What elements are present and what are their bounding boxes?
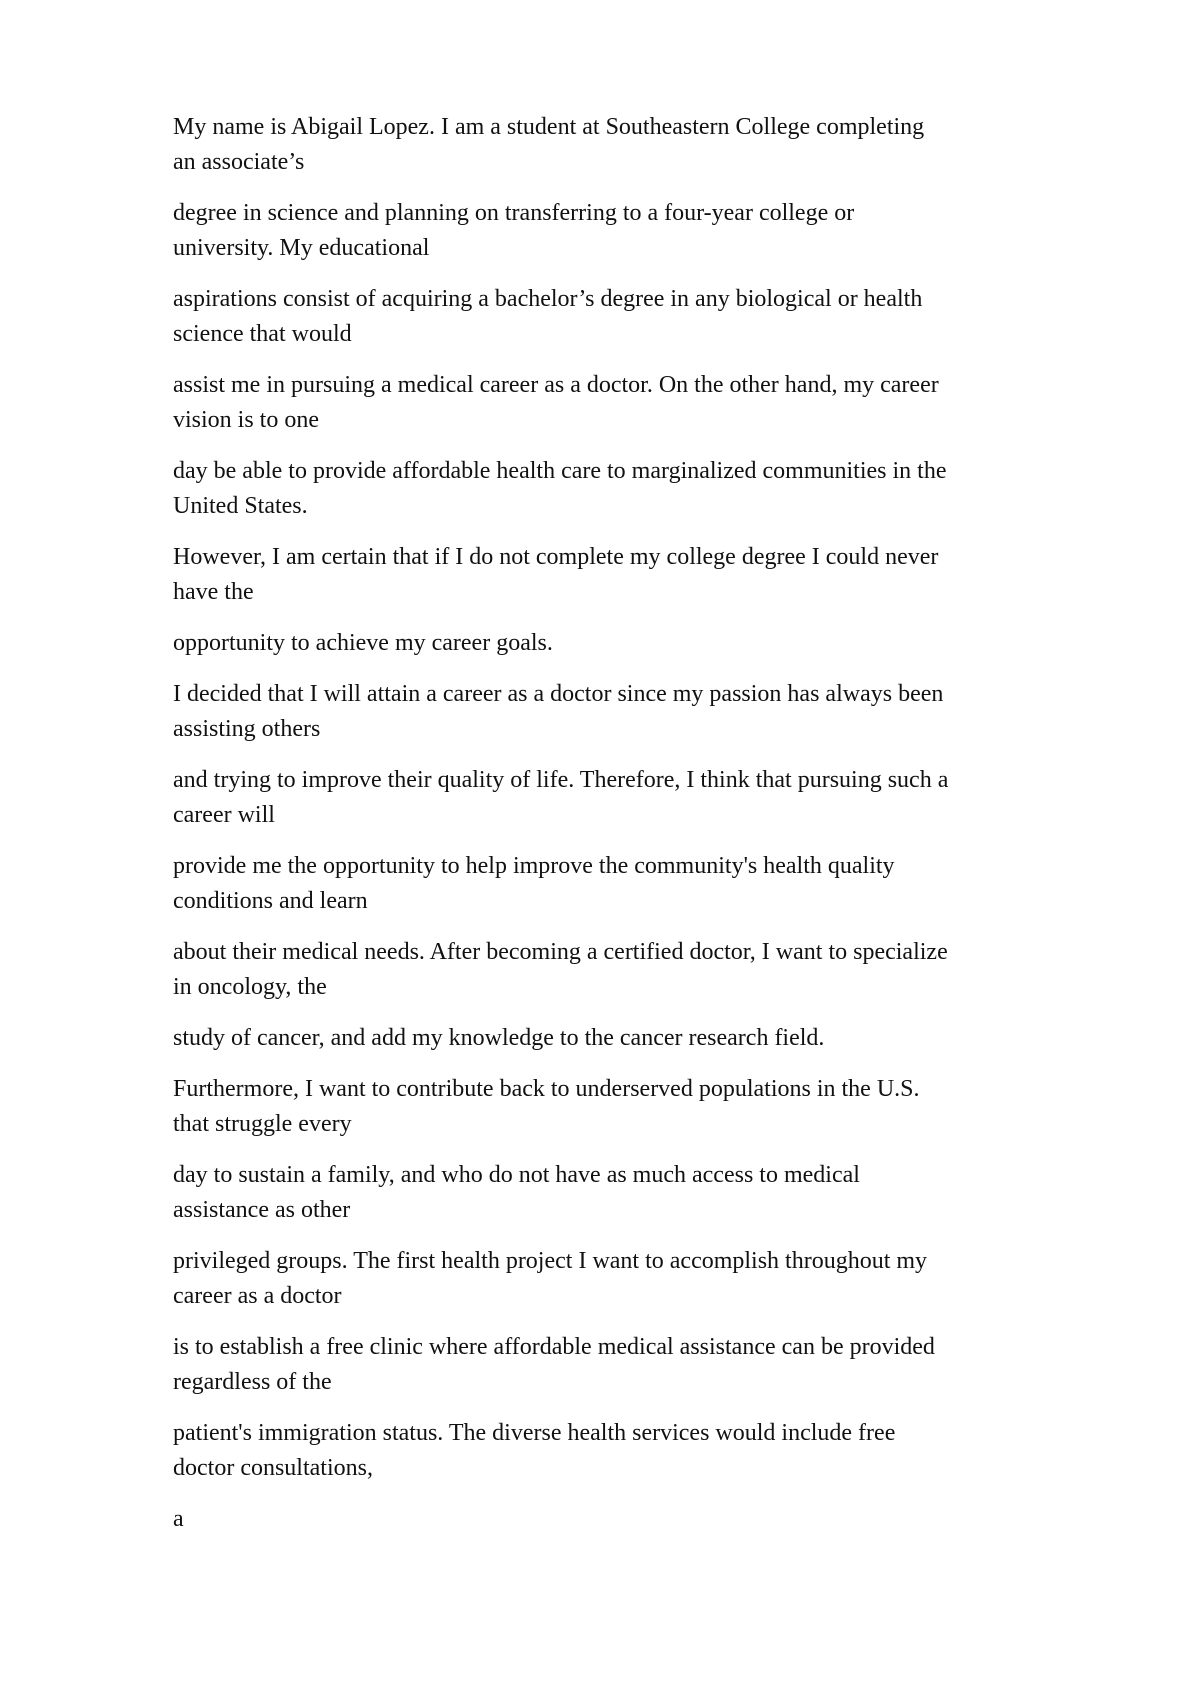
paragraph-2 bbox=[173, 196, 1093, 266]
paragraph-17-line-2: doctor consultations, bbox=[173, 1455, 373, 1481]
document-body bbox=[173, 110, 1093, 1553]
paragraph-16-line-2: regardless of the bbox=[173, 1369, 332, 1395]
paragraph-7-line-1: opportunity to achieve my career goals. bbox=[173, 630, 553, 656]
paragraph-12 bbox=[173, 1021, 1093, 1056]
paragraph-4 bbox=[173, 368, 1093, 438]
paragraph-18 bbox=[173, 1502, 1093, 1537]
paragraph-9-line-2: career will bbox=[173, 802, 275, 828]
paragraph-11 bbox=[173, 935, 1093, 1005]
paragraph-16-line-1: is to establish a free clinic where affordable medical assistance can be provided bbox=[173, 1334, 935, 1360]
paragraph-10 bbox=[173, 849, 1093, 919]
paragraph-9 bbox=[173, 763, 1093, 833]
paragraph-16 bbox=[173, 1330, 1093, 1400]
paragraph-3-line-2: science that would bbox=[173, 321, 352, 347]
paragraph-4-line-1: assist me in pursuing a medical career as a doctor. On the other hand, my career bbox=[173, 372, 939, 398]
paragraph-14-line-1: day to sustain a family, and who do not have as much access to medical bbox=[173, 1162, 860, 1188]
paragraph-14 bbox=[173, 1158, 1093, 1228]
paragraph-5-line-1: day be able to provide affordable health care to marginalized communities in the bbox=[173, 458, 947, 484]
paragraph-13-line-2: that struggle every bbox=[173, 1111, 352, 1137]
paragraph-6-line-1: However, I am certain that if I do not complete my college degree I could never bbox=[173, 544, 939, 570]
paragraph-1-line-1: My name is Abigail Lopez. I am a student at Southeastern College completing bbox=[173, 114, 925, 140]
paragraph-15-line-1: privileged groups. The first health project I want to accomplish throughout my bbox=[173, 1248, 928, 1274]
paragraph-10-line-2: conditions and learn bbox=[173, 888, 368, 914]
paragraph-13-line-1: Furthermore, I want to contribute back to underserved populations in the U.S. bbox=[173, 1076, 920, 1102]
paragraph-5 bbox=[173, 454, 1093, 524]
paragraph-7 bbox=[173, 626, 1093, 661]
paragraph-9-line-1: and trying to improve their quality of life. Therefore, I think that pursuing such a bbox=[173, 767, 949, 793]
paragraph-6 bbox=[173, 540, 1093, 610]
paragraph-15-line-2: career as a doctor bbox=[173, 1283, 342, 1309]
paragraph-3-line-1: aspirations consist of acquiring a bachelor’s degree in any biological or health bbox=[173, 286, 923, 312]
paragraph-8 bbox=[173, 677, 1093, 747]
paragraph-2-line-2: university. My educational bbox=[173, 235, 430, 261]
paragraph-12-line-1: study of cancer, and add my knowledge to the cancer research field. bbox=[173, 1025, 825, 1051]
paragraph-18-line-1: a bbox=[173, 1506, 184, 1532]
paragraph-8-line-1: I decided that I will attain a career as a doctor since my passion has always been bbox=[173, 681, 944, 707]
paragraph-17 bbox=[173, 1416, 1093, 1486]
paragraph-15 bbox=[173, 1244, 1093, 1314]
paragraph-10-line-1: provide me the opportunity to help improve the community's health quality bbox=[173, 853, 895, 879]
paragraph-11-line-2: in oncology, the bbox=[173, 974, 327, 1000]
paragraph-14-line-2: assistance as other bbox=[173, 1197, 351, 1223]
paragraph-1 bbox=[173, 110, 1093, 180]
paragraph-5-line-2: United States. bbox=[173, 493, 308, 519]
paragraph-8-line-2: assisting others bbox=[173, 716, 321, 742]
paragraph-17-line-1: patient's immigration status. The diverse health services would include free bbox=[173, 1420, 896, 1446]
paragraph-3 bbox=[173, 282, 1093, 352]
paragraph-2-line-1: degree in science and planning on transferring to a four-year college or bbox=[173, 200, 855, 226]
paragraph-4-line-2: vision is to one bbox=[173, 407, 320, 433]
paragraph-11-line-1: about their medical needs. After becoming a certified doctor, I want to specialize bbox=[173, 939, 948, 965]
paragraph-1-line-2: an associate’s bbox=[173, 149, 305, 175]
paragraph-6-line-2: have the bbox=[173, 579, 254, 605]
paragraph-13 bbox=[173, 1072, 1093, 1142]
